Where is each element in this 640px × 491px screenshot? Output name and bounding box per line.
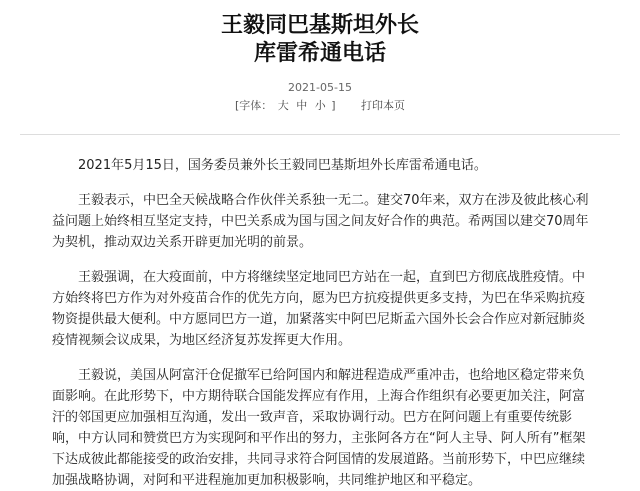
title-line-1: 王毅同巴基斯坦外长 <box>220 13 419 38</box>
print-page-link[interactable]: 打印本页 <box>361 99 406 112</box>
article-body <box>0 155 640 491</box>
title-line-2: 库雷希通电话 <box>253 41 386 66</box>
font-size-large-button[interactable]: 大 <box>277 99 289 112</box>
font-size-label: [字体： <box>234 99 273 112</box>
paragraph-intro: 2021年5月15日，国务委员兼外长王毅同巴基斯坦外长库雷希通电话。 <box>78 158 487 173</box>
font-size-close-bracket: ] <box>331 99 336 112</box>
publish-date: 2021-05-15 <box>288 81 352 94</box>
font-size-medium-button[interactable]: 中 <box>296 99 308 112</box>
article-toolbar <box>0 98 640 114</box>
header-divider <box>20 134 620 135</box>
paragraph-relations: 王毅表示，中巴全天候战略合作伙伴关系独一无二。建交70年来，双方在涉及彼此核心利益问题上始终相互坚定支持，中巴关系成为国与国之间友好合作的典范。希两国以建交70周年为契机，推动双边关系开辟更加光明的前景。 <box>52 193 589 250</box>
paragraph-pandemic: 王毅强调，在大疫面前，中方将继续坚定地同巴方站在一起，直到巴方彻底战胜疫情。中方始终将巴方作为对外疫苗合作的优先方向，愿为巴方抗疫提供更多支持，为巴在华采购抗疫物资提供最大便利。中方愿同巴方一道，加紧落实中阿巴尼斯孟六国外长会合作应对新冠肺炎疫情视频会议成果，为地区经济复苏发挥更大作用。 <box>52 270 586 348</box>
paragraph-afghanistan: 王毅说，美国从阿富汗仓促撤军已给阿国内和解进程造成严重冲击，也给地区稳定带来负面影响。在此形势下，中方期待联合国能发挥应有作用，上海合作组织有必要更加关注，阿富汗的邻国更应加强相互沟通，发出一致声音，采取协调行动。巴方在阿问题上有重要传统影响，中方认同和赞赏巴方为实现阿和平作出的努力，主张阿各方在“阿人主导、阿人所有”框架下达成彼此都能接受的政治安排，共同寻求符合阿国情的发展道路。当前形势下，中巴应继续加强战略协调，对阿和平进程施加更加积极影响，共同维护地区和平稳定。 <box>52 368 586 488</box>
article-title <box>0 0 640 68</box>
font-size-small-button[interactable]: 小 <box>314 99 326 112</box>
